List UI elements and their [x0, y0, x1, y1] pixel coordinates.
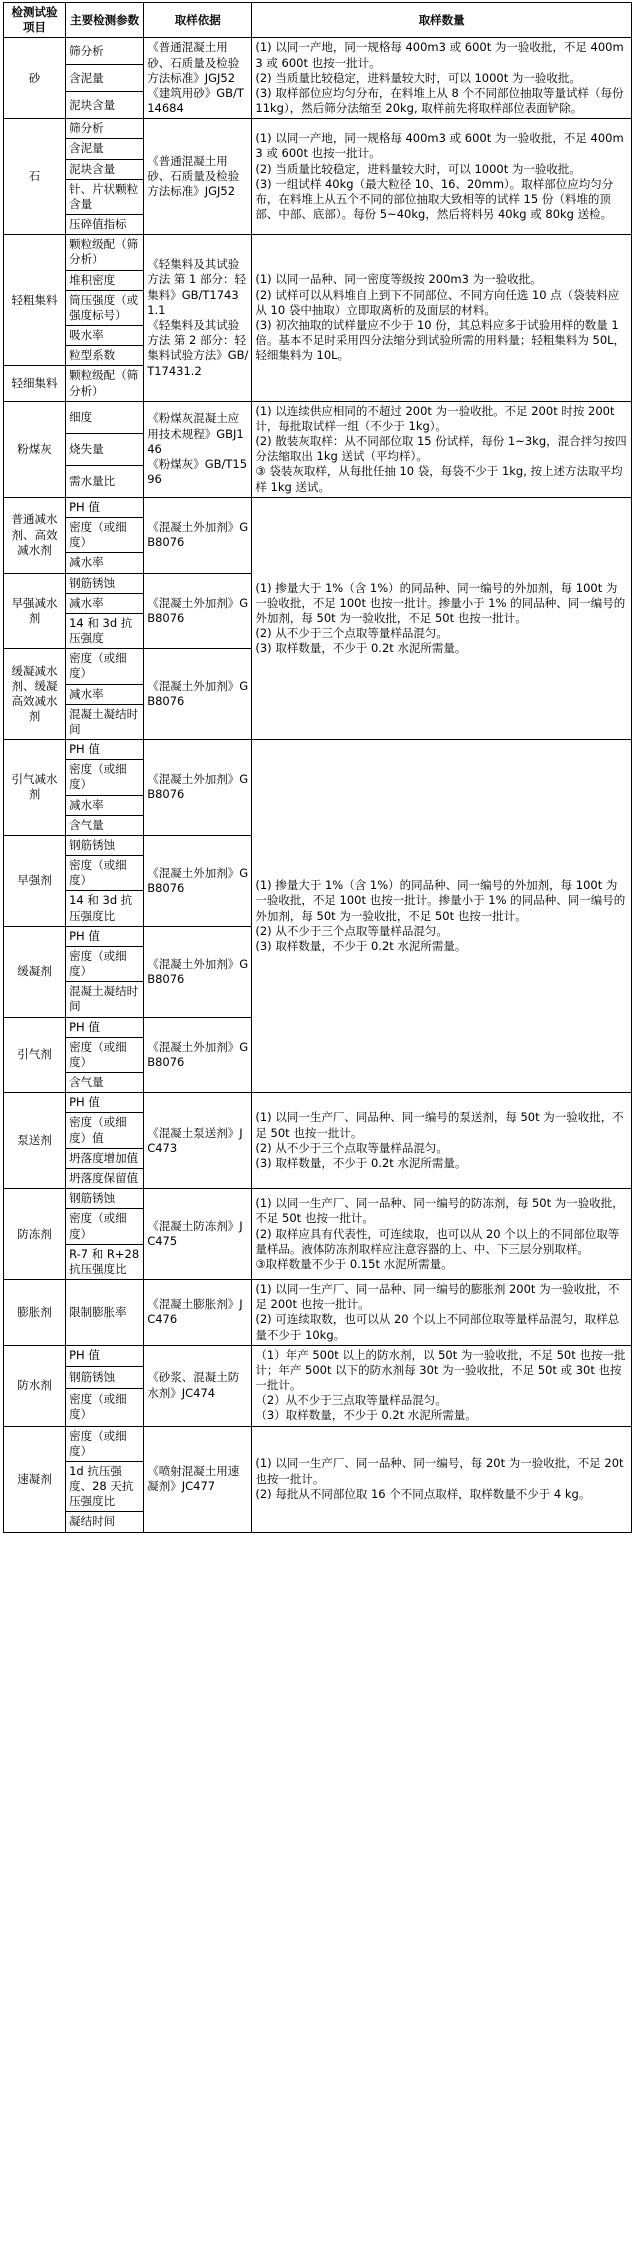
table-body: [4, 38, 632, 1532]
cell-project-name: 引气减水剂: [4, 740, 66, 836]
cell-project-name: 轻细集料: [4, 366, 66, 401]
cell-parameter: 筛分析: [66, 38, 144, 65]
cell-parameter: 筛分析: [66, 119, 144, 139]
cell-parameter: 凝结时间: [66, 1512, 144, 1532]
cell-parameter: 密度（或细度）: [66, 517, 144, 552]
table-row: [4, 1189, 632, 1209]
header-cell-project: 检测试验项目: [4, 3, 66, 38]
cell-basis: 《轻集料及其试验方法 第 1 部分：轻集料》GB/T17431.1 《轻集料及其试验方法 第 2 部分：轻集料试验方法》GB/T17431.2: [144, 235, 252, 402]
cell-project-name: 轻粗集料: [4, 235, 66, 366]
cell-basis: 《混凝土膨胀剂》JC476: [144, 1280, 252, 1346]
table-row: [4, 740, 632, 760]
cell-parameter: 颗粒级配（筛分析）: [66, 235, 144, 270]
cell-parameter: 钢筋锈蚀: [66, 835, 144, 855]
cell-parameter: 密度（或细度）: [66, 1209, 144, 1244]
cell-basis: 《混凝土外加剂》GB8076: [144, 649, 252, 740]
inspection-sampling-table: [3, 2, 632, 1533]
table-row: [4, 1426, 632, 1461]
table-row: [4, 1345, 632, 1367]
cell-project-name: 速凝剂: [4, 1426, 66, 1532]
cell-parameter: PH 值: [66, 740, 144, 760]
cell-parameter: 密度（或细度）: [66, 1426, 144, 1461]
cell-parameter: 含泥量: [66, 139, 144, 159]
cell-basis: 《混凝土外加剂》GB8076: [144, 740, 252, 836]
cell-parameter: 密度（或细度）: [66, 1388, 144, 1426]
cell-parameter: 筒压强度（或强度标号）: [66, 290, 144, 325]
cell-parameter: PH 值: [66, 1017, 144, 1037]
cell-quantity: (1) 以同一品种、同一密度等级按 200m3 为一验收批。 (2) 试样可以从料堆自上到下不同部位、不同方向任选 10 点（袋装料应从 10 袋中抽取）立即取离析的及面层的材料。 (3) 初次抽取的试样量应不少于 10 份，其总料应多于试验用样的数量 1 倍。基本不足时采用四分法缩分到试验所需的用料量；轻粗集料为 50L，轻细集料为 10L。: [252, 235, 632, 402]
cell-project-name: 膨胀剂: [4, 1280, 66, 1346]
cell-quantity: (1) 以同一生产厂、同一品种、同一编号的防冻剂，每 50t 为一验收批，不足 50t 也按一批计。 (2) 取样应具有代表性，可连续取，也可以从 20 个以上的不同部位取等量样品。液体防冻剂取样应注意容器的上、中、下三层分别取样。 ③取样数量不少于 0.15t 水泥所需量。: [252, 1189, 632, 1280]
cell-quantity: (1) 以同一生产厂、同一品种、同一编号，每 20t 为一验收批，不足 20t 也按一批计。 (2) 每批从不同部位取 16 个不同点取样，取样数量不少于 4 kg。: [252, 1426, 632, 1532]
cell-parameter: 混凝土凝结时间: [66, 704, 144, 739]
cell-parameter: 粒型系数: [66, 346, 144, 366]
cell-parameter: 减水率: [66, 795, 144, 815]
cell-parameter: 细度: [66, 401, 144, 433]
cell-parameter: PH 值: [66, 497, 144, 517]
cell-parameter: 密度（或细度）: [66, 946, 144, 981]
cell-quantity: (1) 掺量大于 1%（含 1%）的同品种、同一编号的外加剂，每 100t 为一验收批，不足 100t 也按一批计。掺量小于 1% 的同品种、同一编号的外加剂，每 50t 为一验收批，不足 50t 也按一批计。 (2) 从不少于三个点取等量样品混匀。 (3) 取样数量，不少于 0.2t 水泥所需量。: [252, 740, 632, 1093]
cell-parameter: 压碎值指标: [66, 215, 144, 235]
cell-basis: 《混凝土外加剂》GB8076: [144, 1017, 252, 1093]
cell-parameter: 堆积密度: [66, 270, 144, 290]
table-row: [4, 235, 632, 270]
cell-project-name: 早强剂: [4, 835, 66, 926]
cell-basis: 《喷射混凝土用速凝剂》JC477: [144, 1426, 252, 1532]
cell-parameter: 针、片状颗粒含量: [66, 179, 144, 214]
cell-parameter: 密度（或细度）: [66, 760, 144, 795]
table-row: [4, 119, 632, 139]
cell-project-name: 缓凝减水剂、缓凝高效减水剂: [4, 649, 66, 740]
cell-parameter: 泥块含量: [66, 159, 144, 179]
cell-project-name: 石: [4, 119, 66, 235]
cell-project-name: 普通减水剂、高效减水剂: [4, 497, 66, 573]
cell-parameter: 钢筋锈蚀: [66, 1189, 144, 1209]
cell-parameter: 减水率: [66, 593, 144, 613]
cell-basis: 《混凝土外加剂》GB8076: [144, 835, 252, 926]
cell-parameter: 密度（或细度）值: [66, 1113, 144, 1148]
cell-parameter: PH 值: [66, 1093, 144, 1113]
cell-parameter: 含泥量: [66, 65, 144, 92]
cell-project-name: 泵送剂: [4, 1093, 66, 1189]
cell-project-name: 缓凝剂: [4, 926, 66, 1017]
cell-quantity: （1）年产 500t 以上的防水剂，以 50t 为一验收批，不足 50t 也按一批计；年产 500t 以下的防水剂每 30t 为一验收批，不足 50t 或 30t 也按一批计。 （2）从不少于三点取等量样品混匀。 （3）取样数量，不少于 0.2t 水泥所需量。: [252, 1345, 632, 1426]
cell-quantity: (1) 掺量大于 1%（含 1%）的同品种、同一编号的外加剂，每 100t 为一验收批，不足 100t 也按一批计。掺量小于 1% 的同品种、同一编号的外加剂，每 50t 为一验收批，不足 50t 也按一批计。 (2) 从不少于三个点取等量样品混匀。 (3) 取样数量，不少于 0.2t 水泥所需量。: [252, 497, 632, 739]
cell-quantity: (1) 以连续供应相同的不超过 200t 为一验收批。不足 200t 时按 200t 计，每批取试样一组（不少于 1kg）。 (2) 散装灰取样：从不同部位取 15 份试样，每份 1~3kg，混合拌匀按四分法缩取出 1kg 送试（平均样）。 ③ 袋装灰取样，从每批任抽 10 袋，每袋不少于 1kg, 按上述方法取平均样 1kg 送试。: [252, 401, 632, 497]
cell-parameter: 泥块含量: [66, 92, 144, 119]
cell-quantity: (1) 以同一生产厂、同一品种、同一编号的膨胀剂 200t 为一验收批，不足 200t 也按一批计。 (2) 可连续取数，也可以从 20 个以上不同部位取等量样品混匀，取样总量不少于 10kg。: [252, 1280, 632, 1346]
cell-parameter: 密度（或细度）: [66, 649, 144, 684]
cell-parameter: 混凝土凝结时间: [66, 982, 144, 1017]
cell-parameter: 14 和 3d 抗压强度比: [66, 891, 144, 926]
cell-basis: 《粉煤灰混凝土应用技术规程》GBJ146 《粉煤灰》GB/T1596: [144, 401, 252, 497]
cell-basis: 《混凝土外加剂》GB8076: [144, 573, 252, 649]
cell-parameter: 钢筋锈蚀: [66, 573, 144, 593]
cell-parameter: 含气量: [66, 815, 144, 835]
cell-basis: 《混凝土防冻剂》JC475: [144, 1189, 252, 1280]
cell-project-name: 早强减水剂: [4, 573, 66, 649]
table-header-row: [4, 3, 632, 38]
cell-parameter: 密度（或细度）: [66, 856, 144, 891]
table-row: [4, 401, 632, 433]
cell-project-name: 防水剂: [4, 1345, 66, 1426]
cell-parameter: 密度（或细度）: [66, 1037, 144, 1072]
cell-parameter: 颗粒级配（筛分析）: [66, 366, 144, 401]
cell-parameter: 坍落度保留值: [66, 1169, 144, 1189]
cell-basis: 《混凝土外加剂》GB8076: [144, 926, 252, 1017]
cell-parameter: 钢筋锈蚀: [66, 1367, 144, 1389]
cell-basis: 《混凝土外加剂》GB8076: [144, 497, 252, 573]
cell-parameter: 吸水率: [66, 326, 144, 346]
cell-basis: 《普通混凝土用砂、石质量及检验方法标准》JGJ52: [144, 119, 252, 235]
cell-parameter: 限制膨胀率: [66, 1280, 144, 1346]
cell-parameter: 1d 抗压强度、28 天抗压强度比: [66, 1461, 144, 1512]
cell-project-name: 砂: [4, 38, 66, 119]
cell-basis: 《普通混凝土用砂、石质量及检验方法标准》JGJ52 《建筑用砂》GB/T14684: [144, 38, 252, 119]
cell-project-name: 引气剂: [4, 1017, 66, 1093]
table-row: [4, 1093, 632, 1113]
header-cell-parameters: 主要检测参数: [66, 3, 144, 38]
cell-project-name: 防冻剂: [4, 1189, 66, 1280]
header-cell-basis: 取样依据: [144, 3, 252, 38]
cell-parameter: 减水率: [66, 684, 144, 704]
cell-quantity: (1) 以同一产地，同一规格每 400m3 或 600t 为一验收批，不足 400m3 或 600t 也按一批计。 (2) 当质量比较稳定，进料量较大时，可以 1000t 为一验收批。 (3) 一组试样 40kg（最大粒径 10、16、20mm）。取样部位应均匀分布，在料堆上从五个不同的部位抽取大致相等的试样 15 份（料堆的顶部、中部、底部）。每份 5~40kg，然后将料另 40kg 或 80kg 送检。: [252, 119, 632, 235]
cell-project-name: 粉煤灰: [4, 401, 66, 497]
header-cell-quantity: 取样数量: [252, 3, 632, 38]
table-row: [4, 1280, 632, 1346]
cell-basis: 《混凝土泵送剂》JC473: [144, 1093, 252, 1189]
cell-parameter: 14 和 3d 抗压强度: [66, 613, 144, 648]
cell-parameter: PH 值: [66, 926, 144, 946]
cell-parameter: 减水率: [66, 553, 144, 573]
table-row: [4, 38, 632, 65]
cell-basis: 《砂浆、混凝土防水剂》JC474: [144, 1345, 252, 1426]
table-row: [4, 497, 632, 517]
cell-quantity: (1) 以同一产地，同一规格每 400m3 或 600t 为一验收批，不足 400m3 或 600t 也按一批计。 (2) 当质量比较稳定，进料量较大时，可以 1000t 为一验收批。 (3) 取样部位应均匀分布，在料堆上从 8 个不同部位抽取等量试样（每份 11kg），然后筛分法缩至 20kg, 取样前先将取样部位表面铲除。: [252, 38, 632, 119]
cell-parameter: 含气量: [66, 1073, 144, 1093]
cell-parameter: 坍落度增加值: [66, 1148, 144, 1168]
cell-parameter: 烧失量: [66, 433, 144, 465]
cell-parameter: PH 值: [66, 1345, 144, 1367]
cell-quantity: (1) 以同一生产厂、同品种、同一编号的泵送剂，每 50t 为一验收批，不足 50t 也按一批计。 (2) 从不少于三个点取等量样品混匀。 (3) 取样数量，不少于 0.2t 水泥所需量。: [252, 1093, 632, 1189]
cell-parameter: R-7 和 R+28 抗压强度比: [66, 1244, 144, 1279]
cell-parameter: 需水量比: [66, 465, 144, 497]
